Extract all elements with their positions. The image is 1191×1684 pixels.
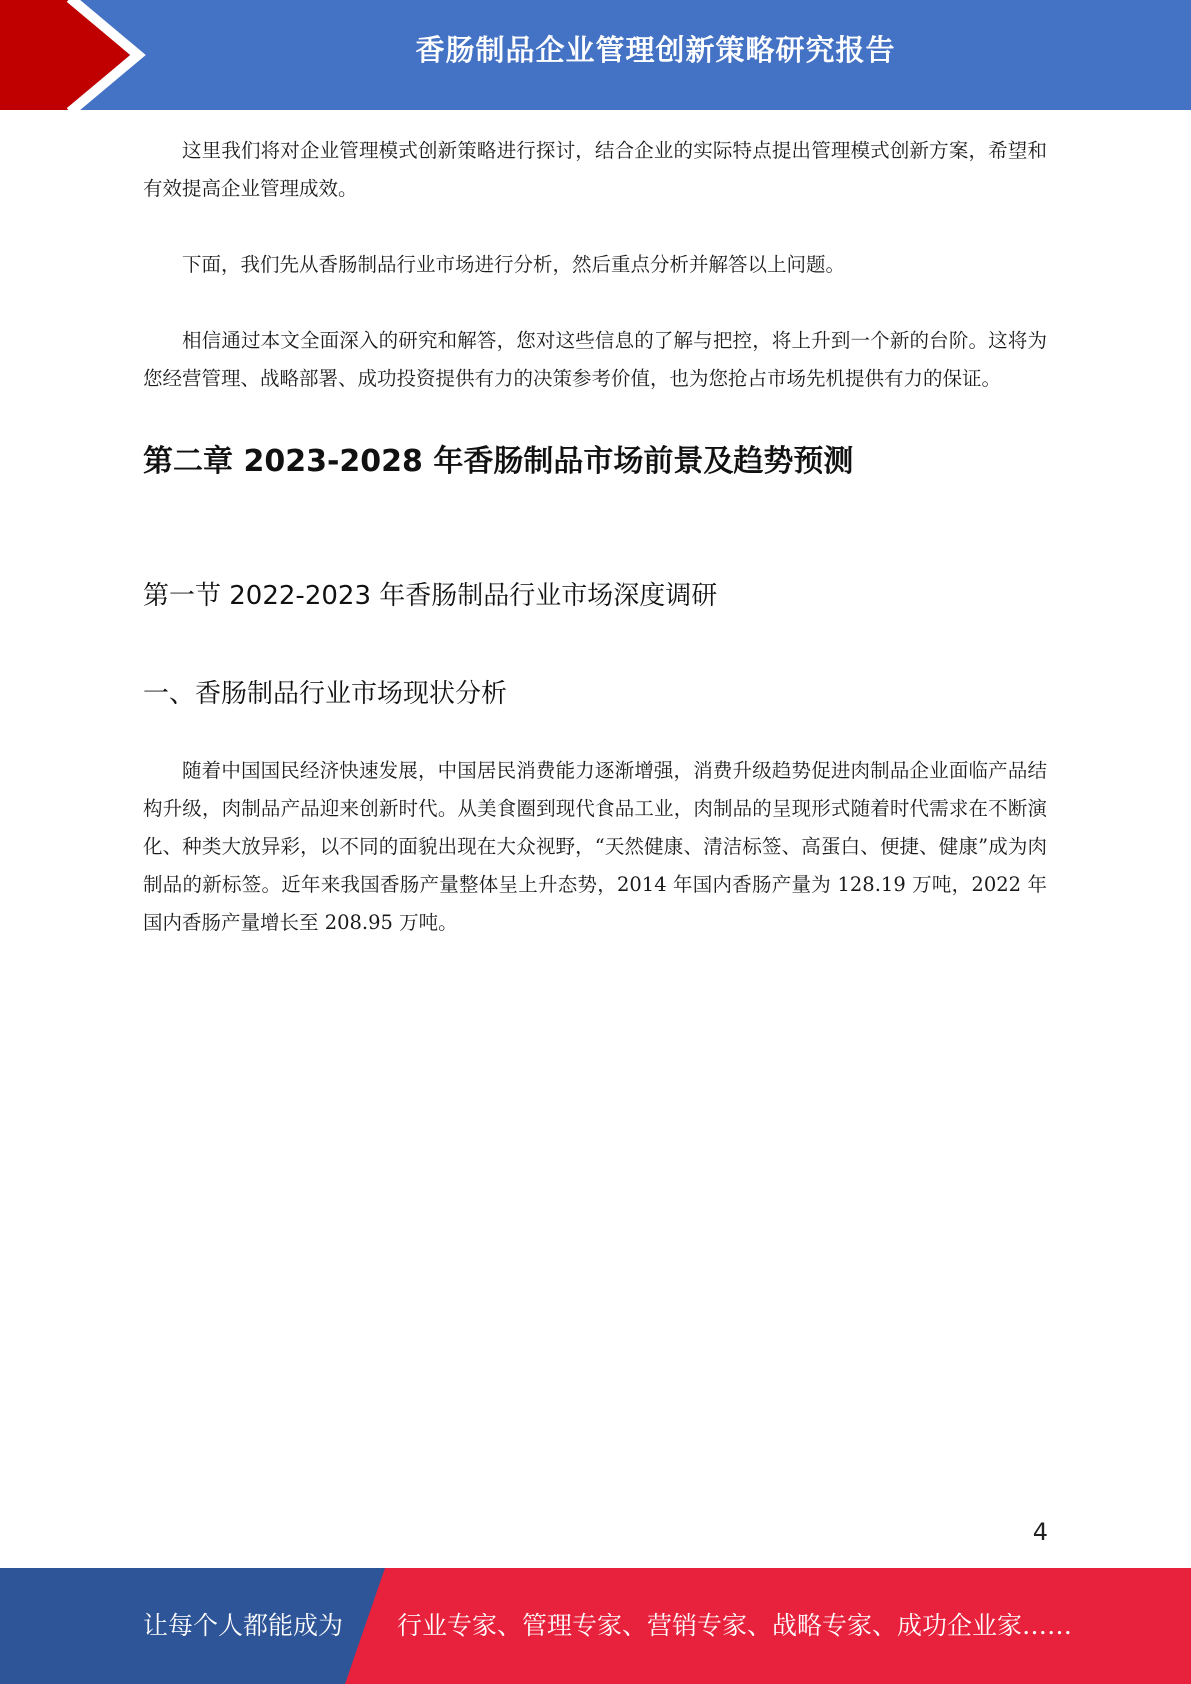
market-status-paragraph: 随着中国国民经济快速发展，中国居民消费能力逐渐增强，消费升级趋势促进肉制品企业面临产品结构升级，肉制品产品迎来创新时代。从美食圈到现代食品工业，肉制品的呈现形式随着时代需求在不断演化、种类大放异彩，以不同的面貌出现在大众视野，“天然健康、清洁标签、高蛋白、便捷、健康”成为肉制品的新标签。近年来我国香肠产量整体呈上升态势，2014 年国内香肠产量为 128.19 万吨，2022 年国内香肠产量增长至 208.95 万吨。 bbox=[143, 759, 1047, 934]
value-paragraph: 相信通过本文全面深入的研究和解答，您对这些信息的了解与把控，将上升到一个新的台阶。这将为您经营管理、战略部署、成功投资提供有力的决策参考价值，也为您抢占市场先机提供有力的保证。 bbox=[143, 329, 1047, 390]
footer-slogan-right: 行业专家、管理专家、营销专家、战略专家、成功企业家…… bbox=[397, 1611, 1073, 1640]
page-number: 4 bbox=[1032, 1518, 1048, 1546]
header-banner bbox=[0, 0, 1191, 110]
report-title: 香肠制品企业管理创新策略研究报告 bbox=[415, 33, 896, 67]
section-heading: 第一节 2022-2023 年香肠制品行业市场深度调研 bbox=[143, 581, 718, 611]
subsection-heading: 一、香肠制品行业市场现状分析 bbox=[143, 679, 508, 709]
analysis-intro-paragraph: 下面，我们先从香肠制品行业市场进行分析，然后重点分析并解答以上问题。 bbox=[182, 253, 846, 276]
footer-banner bbox=[0, 1568, 1191, 1684]
footer-slogan-left: 让每个人都能成为 bbox=[143, 1611, 344, 1640]
intro-paragraph: 这里我们将对企业管理模式创新策略进行探讨，结合企业的实际特点提出管理模式创新方案，希望和有效提高企业管理成效。 bbox=[143, 139, 1047, 200]
page-content bbox=[143, 132, 1047, 942]
chapter-heading: 第二章 2023-2028 年香肠制品市场前景及趋势预测 bbox=[143, 444, 854, 479]
